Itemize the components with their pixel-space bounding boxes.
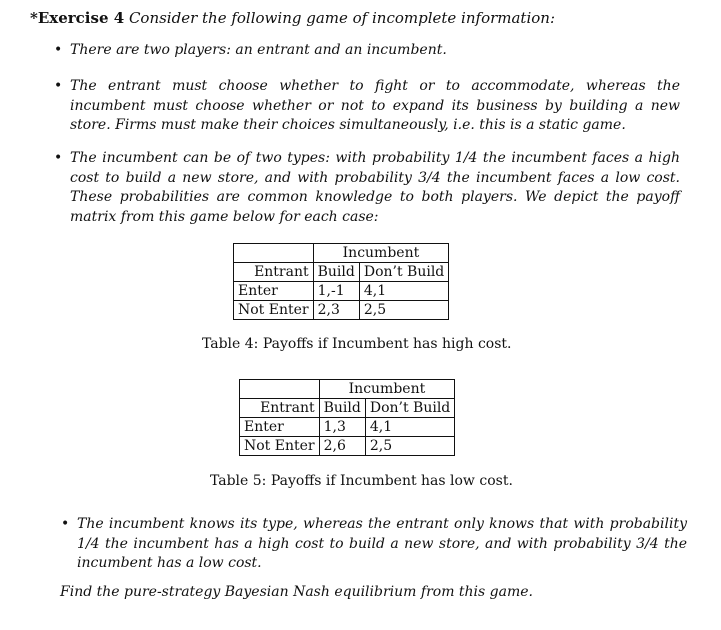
table-caption: Table 4: Payoffs if Incumbent has high cost. bbox=[202, 336, 512, 352]
bullet-text: There are two players: an entrant and an incumbent. bbox=[70, 42, 447, 58]
table-entrant-header: Entrant bbox=[240, 399, 320, 418]
payoff-table-low-cost bbox=[239, 379, 455, 456]
row-label: Enter bbox=[240, 418, 320, 437]
table-entrant-header: Entrant bbox=[234, 263, 314, 282]
bullet-text: The incumbent knows its type, whereas the entrant only knows that with probability 1/4 the incumbent has a high cost to build a new store, and with probability 3/4 the incumbent has a low cost. bbox=[77, 516, 687, 571]
table-col-dont-build: Don’t Build bbox=[365, 399, 454, 418]
bullet-dot-icon: • bbox=[61, 516, 70, 532]
table-row bbox=[240, 418, 455, 437]
table-incumbent-header: Incumbent bbox=[313, 244, 449, 263]
table-row bbox=[240, 437, 455, 456]
table-incumbent-header: Incumbent bbox=[319, 380, 455, 399]
table-row bbox=[234, 282, 449, 301]
row-label: Not Enter bbox=[238, 302, 309, 318]
exercise-intro: Consider the following game of incomplete information: bbox=[128, 9, 556, 27]
exercise-heading bbox=[30, 9, 555, 27]
table-caption: Table 5: Payoffs if Incumbent has low cost. bbox=[210, 473, 513, 489]
table-row bbox=[234, 301, 449, 320]
payoff-cell: 2,3 bbox=[313, 301, 359, 320]
payoff-cell: 2,5 bbox=[365, 437, 454, 456]
row-label: Not Enter bbox=[244, 438, 315, 454]
exercise-label: *Exercise 4 bbox=[30, 9, 125, 27]
payoff-cell: 4,1 bbox=[365, 418, 454, 437]
payoff-cell: 2,6 bbox=[319, 437, 365, 456]
bullet-text: The entrant must choose whether to fight or to accommodate, whereas the incumbent must choose whether or not to expand its business by building a new store. Firms must make their choices simultaneously, i.e. this is a static game. bbox=[70, 78, 680, 133]
payoff-cell: 1,-1 bbox=[313, 282, 359, 301]
table-col-build: Build bbox=[319, 399, 365, 418]
table-col-dont-build: Don’t Build bbox=[359, 263, 448, 282]
row-label: Enter bbox=[234, 282, 314, 301]
bullet-dot-icon: • bbox=[54, 78, 63, 94]
payoff-cell: 2,5 bbox=[359, 301, 448, 320]
bullet-text: The incumbent can be of two types: with probability 1/4 the incumbent faces a high cost to build a new store, and with probability 3/4 the incumbent faces a low cost. These probabilities are common knowledge to both players. We depict the payoff matrix from this game below for each case: bbox=[70, 150, 680, 225]
payoff-cell: 1,3 bbox=[319, 418, 365, 437]
final-question: Find the pure-strategy Bayesian Nash equilibrium from this game. bbox=[60, 584, 533, 600]
table-col-build: Build bbox=[313, 263, 359, 282]
bullet-dot-icon: • bbox=[54, 150, 63, 166]
payoff-cell: 4,1 bbox=[359, 282, 448, 301]
bullet-dot-icon: • bbox=[54, 42, 63, 58]
payoff-table-high-cost bbox=[233, 243, 449, 320]
